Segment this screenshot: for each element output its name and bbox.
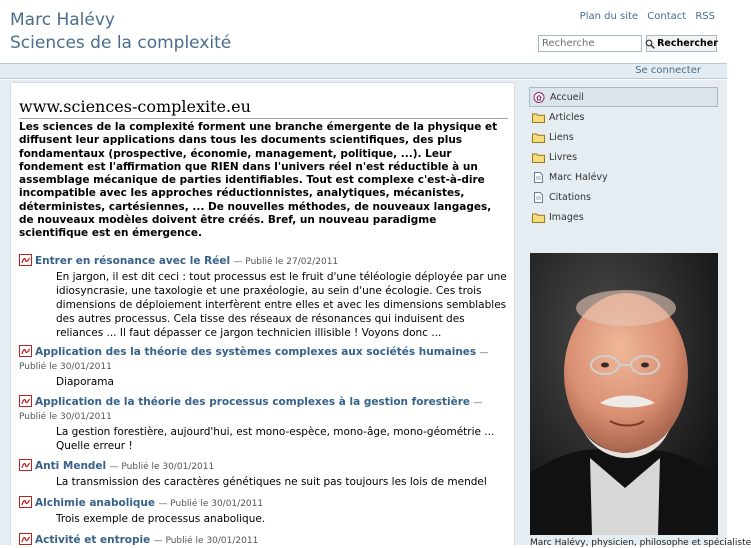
list-item [19,533,509,548]
search-button[interactable] [646,35,717,52]
document-icon [532,172,545,183]
sidebar-item-livres[interactable] [529,147,718,167]
sidebar-item-label: Accueil [550,91,584,103]
list-item [19,395,509,453]
pdf-icon [19,496,32,508]
entry-title-link[interactable]: Entrer en résonance avec le Réel [35,255,231,267]
list-item [19,459,509,489]
rss-link[interactable]: RSS [695,11,715,22]
login-link[interactable]: Se connecter [635,65,701,76]
search-input[interactable] [538,35,642,52]
sidebar-item-accueil[interactable] [529,87,718,107]
sidebar-item-label: Citations [549,191,591,203]
sitemap-link[interactable]: Plan du site [579,11,639,22]
sidebar-item-label: Marc Halévy [549,171,608,183]
folder-icon [532,112,545,123]
entry-description: La gestion forestière, aujourd'hui, est mono-espèce, mono-âge, mono-géométrie ... Quelle erreur ! [56,426,495,452]
entry-date: — Publié le 30/01/2011 [109,462,215,472]
sidebar-item-citations[interactable] [529,187,718,207]
sidebar-item-marc-halevy[interactable] [529,167,718,187]
pdf-icon [19,459,32,471]
entry-title-link[interactable]: Application des la théorie des systèmes complexes aux sociétés humaines [35,346,477,358]
entry-date: — Publié le 30/01/2011 [158,499,264,509]
contact-link[interactable]: Contact [647,11,687,22]
pdf-icon [19,345,32,357]
sidebar-item-label: Livres [549,151,578,163]
entry-title-link[interactable]: Activité et entropie [35,534,151,546]
entry-date-dash: — [473,398,483,408]
entry-date: — Publié le 27/02/2011 [233,257,339,267]
folder-icon [532,212,545,223]
sidebar-nav [529,87,718,227]
entry-title-link[interactable]: Anti Mendel [35,460,107,472]
sidebar-item-label: Images [549,211,584,223]
pdf-icon [19,395,32,407]
entry-description: La transmission des caractères génétiques ne suit pas toujours les lois de mendel [56,476,487,488]
pdf-icon [19,254,32,266]
site-header [0,0,727,63]
entry-description: En jargon, il est dit ceci : tout processus est le fruit d'une téléologie déployée par une idiosyncrasie, une taxologie et une praxéologie, au sein d'une écologie. Ces trois dimensions de déploiement interfèrent entre elles et avec les dimensions semblables des autres processus. Cela tisse des réseaux de résonances qui induisent des reliances ... Il faut dépasser ce jargon technicien illisible ! Voyons donc ... [56,271,507,339]
folder-icon [532,152,545,163]
folder-icon [532,132,545,143]
pdf-icon [19,533,32,545]
top-links [574,11,715,22]
author-photo [530,253,718,535]
document-icon [532,192,545,203]
search-icon [645,39,655,49]
photo-caption: Marc Halévy, physicien, philosophe et spécialiste [530,538,751,548]
entry-date: Publié le 30/01/2011 [19,362,112,372]
site-subtitle: Sciences de la complexité [10,33,232,53]
entry-date: Publié le 30/01/2011 [19,412,112,422]
list-item [19,345,509,389]
sidebar-item-label: Articles [549,111,585,123]
entry-description: Trois exemple de processus anabolique. [56,513,266,525]
sidebar-item-label: Liens [549,131,574,143]
list-item [19,254,509,340]
site-title[interactable]: Marc Halévy [10,10,115,30]
sidebar-item-articles[interactable] [529,107,718,127]
search-button-label: Rechercher [657,38,718,49]
entry-date-dash: — [479,348,489,358]
login-bar [0,63,727,79]
entry-description: Diaporama [56,376,114,388]
entry-title-link[interactable]: Alchimie anabolique [35,497,156,509]
home-icon [533,92,546,103]
entry-date: — Publié le 30/01/2011 [153,536,259,546]
intro-text: Les sciences de la complexité forment une branche émergente de la physique et diffusent leur applications dans tous les documents scientifiques, des plus fondamentaux (prospective, économie, management, politique, ...). Leur fondement est l'affirmation que RIEN dans l'univers réel n'est réductible à un assemblage mécanique de parties identifiables. Tout est complexe c'est-à-dire incompatible avec les approches réductionnistes, analytiques, mécanistes, déterministes, cartésiennes, ... De nouvelles méthodes, de nouveaux langages, de nouveaux modèles doivent être créés. Bref, un nouveau paradigme scientifique est en émergence. [19,121,498,240]
sidebar-item-images[interactable] [529,207,718,227]
main-content [10,82,515,545]
list-item [19,496,509,526]
page-title: www.sciences-complexite.eu [19,97,508,119]
entry-title-link[interactable]: Application de la théorie des processus complexes à la gestion forestière [35,396,471,408]
sidebar-item-liens[interactable] [529,127,718,147]
